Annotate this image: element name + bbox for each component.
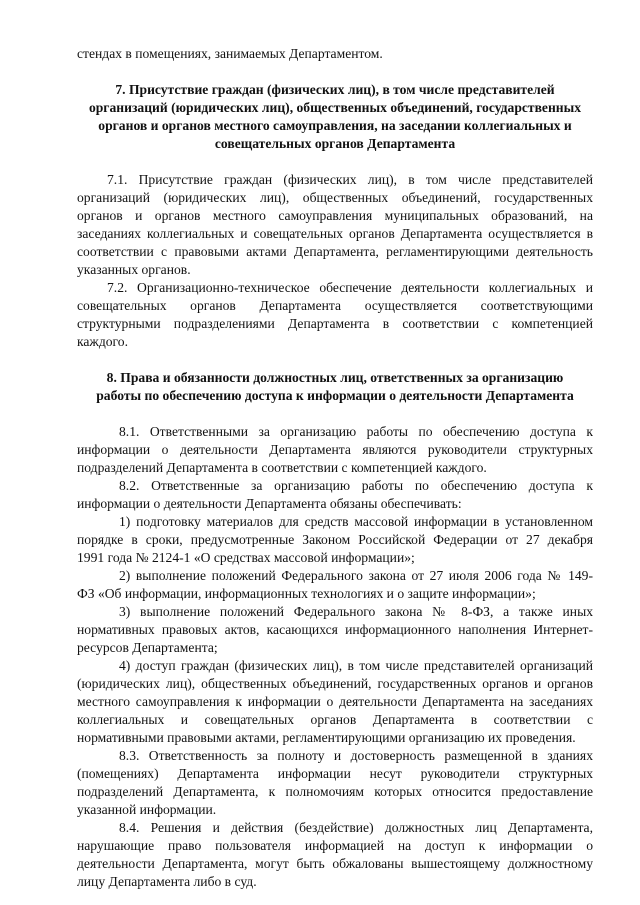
list-item-1-line: 1) подготовку материалов для средств массовой информации в установленном xyxy=(119,514,593,529)
paragraph-8-3-line: (помещениях) Департамента информации несут руководители структурных xyxy=(77,766,593,781)
paragraph-7-2-line: совещательных органов Департамента осуществляется соответствующими xyxy=(77,298,593,313)
list-item-1-line: порядке в сроки, предусмотренные Законом Российской Федерации от 27 декабря xyxy=(77,532,593,547)
paragraph-7-2-line: 7.2. Организационно-техническое обеспечение деятельности коллегиальных и xyxy=(107,280,593,295)
list-item-3-line: ресурсов Департамента; xyxy=(77,640,218,655)
list-item-3-line: 3) выполнение положений Федерального закона № 8-ФЗ, а также иных xyxy=(119,604,593,619)
intro-line: стендах в помещениях, занимаемых Департаментом. xyxy=(77,46,383,61)
paragraph-7-1-line: указанных органов. xyxy=(77,262,191,277)
paragraph-8-2-line: информации о деятельности Департамента обязаны обеспечивать: xyxy=(77,496,462,511)
list-item-2-line: ФЗ «Об информации, информационных технологиях и о защите информации»; xyxy=(77,586,536,601)
paragraph-8-3-line: 8.3. Ответственность за полноту и достоверность размещенной в зданиях xyxy=(119,748,593,763)
paragraph-8-3-line: подразделений Департамента, к полномочиям которых относится предоставление xyxy=(77,784,593,799)
paragraph-7-1-line: заседаниях коллегиальных и совещательных органов Департамента осуществляется в xyxy=(77,226,593,241)
paragraph-8-1-line: информации о деятельности Департамента являются руководители структурных xyxy=(77,442,593,457)
list-item-1-line: 1991 года № 2124-1 «О средствах массовой информации»; xyxy=(77,550,415,565)
section7-heading-line: совещательных органов Департамента xyxy=(214,136,456,151)
section8-heading-line: 8. Права и обязанности должностных лиц, ответственных за организацию xyxy=(106,370,564,385)
list-item-4-line: местного самоуправления к информации о деятельности Департамента на заседаниях xyxy=(77,694,593,709)
list-item-2-line: 2) выполнение положений Федерального закона от 27 июля 2006 года № 149- xyxy=(119,568,593,583)
paragraph-7-1-line: 7.1. Присутствие граждан (физических лиц), в том числе представителей xyxy=(107,172,593,187)
list-item-4-line: нормативными правовыми актами, регламентирующими организацию их проведения. xyxy=(77,730,576,745)
list-item-3-line: нормативных правовых актов, касающихся информационного наполнения Интернет- xyxy=(77,622,593,637)
paragraph-8-3-line: указанной информации. xyxy=(77,802,217,817)
section7-heading-line: органов и органов местного самоуправления, на заседании коллегиальных и xyxy=(98,118,572,133)
paragraph-8-4-line: 8.4. Решения и действия (бездействие) должностных лиц Департамента, xyxy=(119,820,593,835)
paragraph-8-4-line: деятельности Департамента, могут быть обжалованы вышестоящему должностному xyxy=(77,856,593,871)
paragraph-7-2-line: каждого. xyxy=(77,334,128,349)
section7-heading-line: 7. Присутствие граждан (физических лиц), в том числе представителей xyxy=(115,82,555,97)
paragraph-8-4-line: нарушающие право пользователя информацией на доступ к информации о xyxy=(77,838,593,853)
section8-heading-line: работы по обеспечению доступа к информации о деятельности Департамента xyxy=(96,388,574,403)
section7-heading-line: организаций (юридических лиц), общественных объединений, государственных xyxy=(88,100,582,115)
paragraph-8-1-line: 8.1. Ответственными за организацию работы по обеспечению доступа к xyxy=(119,424,593,439)
list-item-4-line: 4) доступ граждан (физических лиц), в том числе представителей организаций xyxy=(119,658,593,673)
list-item-4-line: коллегиальных и совещательных органов Департамента в соответствии с xyxy=(77,712,593,727)
list-item-4-line: (юридических лиц), общественных объединений, государственных органов и органов xyxy=(77,676,593,691)
paragraph-8-1-line: подразделений Департамента в соответствии с компетенцией каждого. xyxy=(77,460,487,475)
paragraph-7-1-line: организаций (юридических лиц), общественных объединений, государственных xyxy=(77,190,593,205)
paragraph-7-1-line: органов и органов местного самоуправления муниципальных образований, на xyxy=(77,208,593,223)
paragraph-8-4-line: лицу Департамента либо в суд. xyxy=(77,874,257,889)
paragraph-8-2-line: 8.2. Ответственные за организацию работы по обеспечению доступа к xyxy=(119,478,593,493)
paragraph-7-1-line: соответствии с правовыми актами Департамента, регламентирующими деятельность xyxy=(77,244,593,259)
paragraph-7-2-line: структурными подразделениями Департамента в соответствии с компетенцией xyxy=(77,316,593,331)
